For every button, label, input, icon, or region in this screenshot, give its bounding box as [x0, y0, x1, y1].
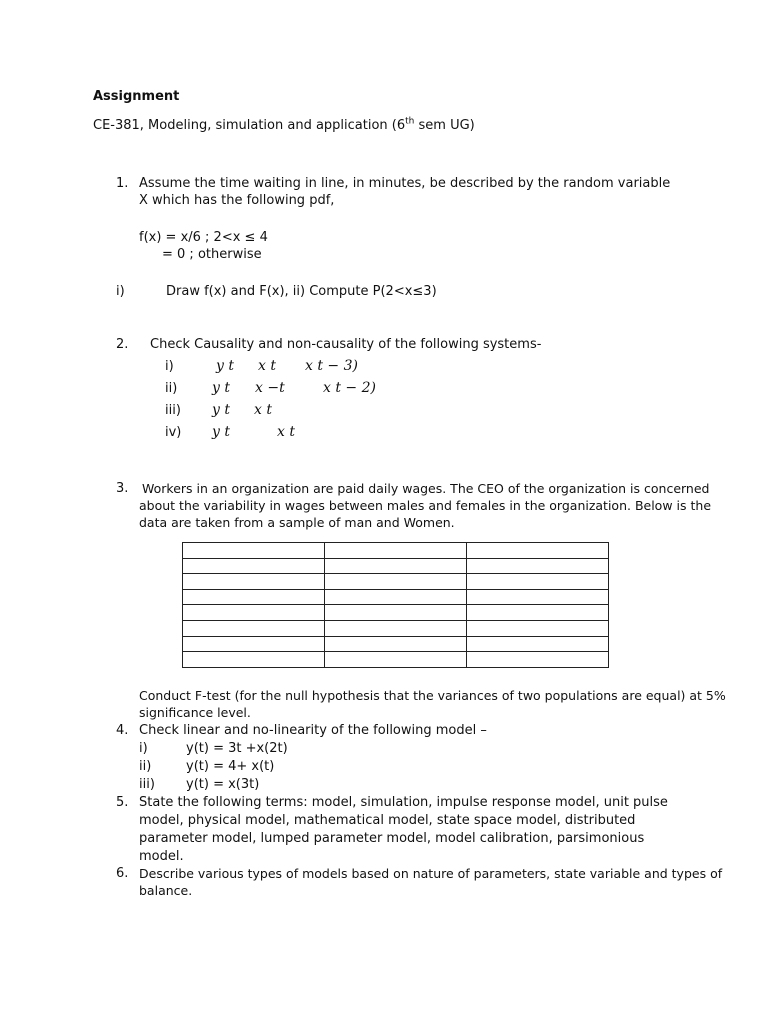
table-row [183, 652, 609, 668]
q3-number: 3. [116, 481, 129, 496]
q4-item-equation: y(t) = x(3t) [186, 777, 260, 792]
q4-item-equation: y(t) = 3t +x(2t) [186, 741, 288, 756]
q3-ftest-line2: significance level. [139, 705, 251, 720]
table-cell [325, 589, 467, 605]
q2-item-output: y t [212, 380, 230, 396]
q4-number: 4. [116, 723, 129, 738]
q1-sub-number: i) [116, 284, 125, 299]
q3-ftest-line1: Conduct F-test (for the null hypothesis that the variances of two populations are equal) at 5% [139, 688, 726, 703]
q4-item-label: iii) [139, 777, 155, 792]
table-cell [467, 652, 609, 668]
q2-item-output: y t [216, 358, 234, 374]
q2-item-label: iii) [165, 403, 181, 418]
q3-text-line2: about the variability in wages between males and females in the organization. Below is the [139, 498, 712, 513]
q6-number: 6. [116, 866, 129, 881]
q2-item-label: ii) [165, 381, 178, 396]
q2-item-delayed: x t − 2) [323, 380, 376, 396]
table-cell [325, 574, 467, 590]
table-row [183, 605, 609, 621]
q1-number: 1. [116, 176, 129, 191]
q1-text-line1: Assume the time waiting in line, in minutes, be described by the random variable [139, 176, 671, 191]
q5-text-line2: model, physical model, mathematical model, state space model, distributed [139, 813, 636, 828]
q2-item-delayed: x t − 3) [305, 358, 358, 374]
q2-item-input: x −t [255, 380, 285, 396]
table-cell [183, 605, 325, 621]
table-cell [467, 605, 609, 621]
q2-item-label: iv) [165, 425, 182, 440]
q1-text-line2: X which has the following pdf, [139, 193, 335, 208]
table-cell [325, 620, 467, 636]
table-row [183, 543, 609, 559]
table-cell [183, 574, 325, 590]
q6-text-line2: balance. [139, 883, 193, 898]
table-row [183, 589, 609, 605]
table-cell [325, 636, 467, 652]
table-cell [183, 620, 325, 636]
table-cell [183, 636, 325, 652]
course-line: CE-381, Modeling, simulation and application (6th sem UG) [93, 116, 475, 133]
table-cell [183, 589, 325, 605]
table-cell [325, 543, 467, 559]
q2-text: Check Causality and non-causality of the following systems- [150, 337, 542, 352]
q5-text-line1: State the following terms: model, simulation, impulse response model, unit pulse [139, 795, 668, 810]
table-cell [467, 589, 609, 605]
table-row [183, 636, 609, 652]
q4-item-label: ii) [139, 759, 152, 774]
q1-sub-text: Draw f(x) and F(x), ii) Compute P(2<x≤3) [166, 284, 437, 299]
q4-item-equation: y(t) = 4+ x(t) [186, 759, 275, 774]
table-row [183, 574, 609, 590]
table-cell [467, 636, 609, 652]
table-row [183, 620, 609, 636]
q5-text-line3: parameter model, lumped parameter model, model calibration, parsimonious [139, 831, 645, 846]
q3-text-line1: Workers in an organization are paid daily wages. The CEO of the organization is concerned [142, 481, 710, 496]
q1-pdf-line2: = 0 ; otherwise [162, 247, 262, 262]
q2-item-label: i) [165, 359, 174, 374]
table-cell [183, 652, 325, 668]
q1-pdf-line1: f(x) = x/6 ; 2<x ≤ 4 [139, 230, 268, 245]
table-cell [325, 558, 467, 574]
table-cell [467, 620, 609, 636]
table-cell [183, 558, 325, 574]
q2-number: 2. [116, 337, 129, 352]
q6-text-line1: Describe various types of models based on nature of parameters, state variable and types of [139, 866, 723, 881]
q4-item-label: i) [139, 741, 148, 756]
wage-data-table [182, 542, 609, 668]
q5-text-line4: model. [139, 849, 184, 864]
table-cell [325, 652, 467, 668]
q2-item-input: x t [254, 402, 272, 418]
table-row [183, 558, 609, 574]
assignment-title: Assignment [93, 89, 180, 104]
table-cell [467, 574, 609, 590]
q2-item-output: y t [212, 424, 230, 440]
q5-number: 5. [116, 795, 129, 810]
q4-text: Check linear and no-linearity of the following model – [139, 723, 487, 738]
q3-text-line3: data are taken from a sample of man and Women. [139, 515, 455, 530]
table-cell [467, 543, 609, 559]
table-cell [467, 558, 609, 574]
q2-item-input: x t [258, 358, 276, 374]
table-cell [183, 543, 325, 559]
q2-item-output: y t [212, 402, 230, 418]
table-cell [325, 605, 467, 621]
q2-item-input: x t [277, 424, 295, 440]
